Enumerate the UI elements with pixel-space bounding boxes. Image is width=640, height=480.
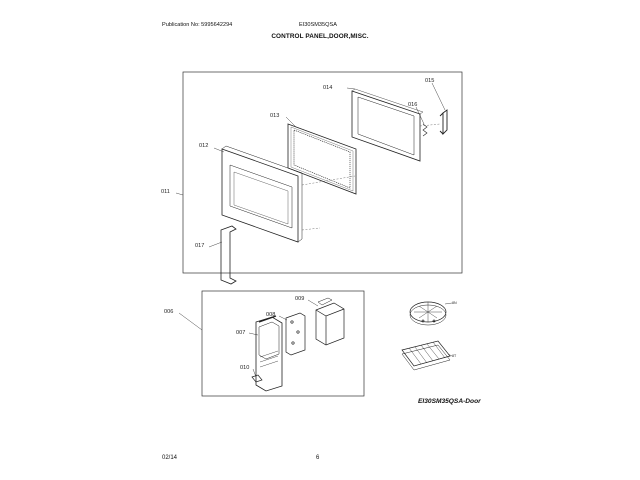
assembly-guide-lines [302, 124, 440, 230]
control-panel-part [256, 316, 282, 391]
callout-014: 014 [323, 85, 333, 91]
callout-8t: 8T [452, 354, 457, 358]
connector-part [252, 375, 262, 382]
model-number: EI30SM35QSA [299, 22, 337, 28]
callout-009: 009 [295, 296, 305, 302]
page-title: CONTROL PANEL,DOOR,MISC. [271, 33, 369, 40]
callout-007: 007 [236, 330, 246, 336]
callout-016: 016 [408, 102, 418, 108]
control-board-part [316, 298, 344, 345]
callout-006: 006 [164, 309, 174, 315]
footer-date: 02/14 [162, 455, 178, 461]
callout-015: 015 [425, 78, 435, 84]
callout-8n: 8N [452, 301, 457, 305]
figure-caption: EI30SM35QSA-Door [418, 398, 481, 405]
callout-leader-lines [176, 83, 452, 377]
door-handle-part [221, 226, 236, 284]
rectangular-rack [402, 341, 450, 370]
latch-hook-part [440, 110, 447, 134]
callout-013: 013 [270, 113, 280, 119]
keypad-bracket-part [286, 313, 305, 355]
callout-017: 017 [195, 243, 205, 249]
callout-010: 010 [240, 365, 250, 371]
callout-012: 012 [199, 143, 209, 149]
door-assembly-frame [183, 72, 462, 273]
round-cooking-rack [410, 302, 446, 325]
callout-008: 008 [266, 312, 276, 318]
callout-011: 011 [161, 189, 170, 195]
publication-number: Publication No: 5995642294 [162, 22, 233, 28]
door-window-frame-part [352, 89, 423, 161]
page-number: 6 [316, 455, 320, 461]
